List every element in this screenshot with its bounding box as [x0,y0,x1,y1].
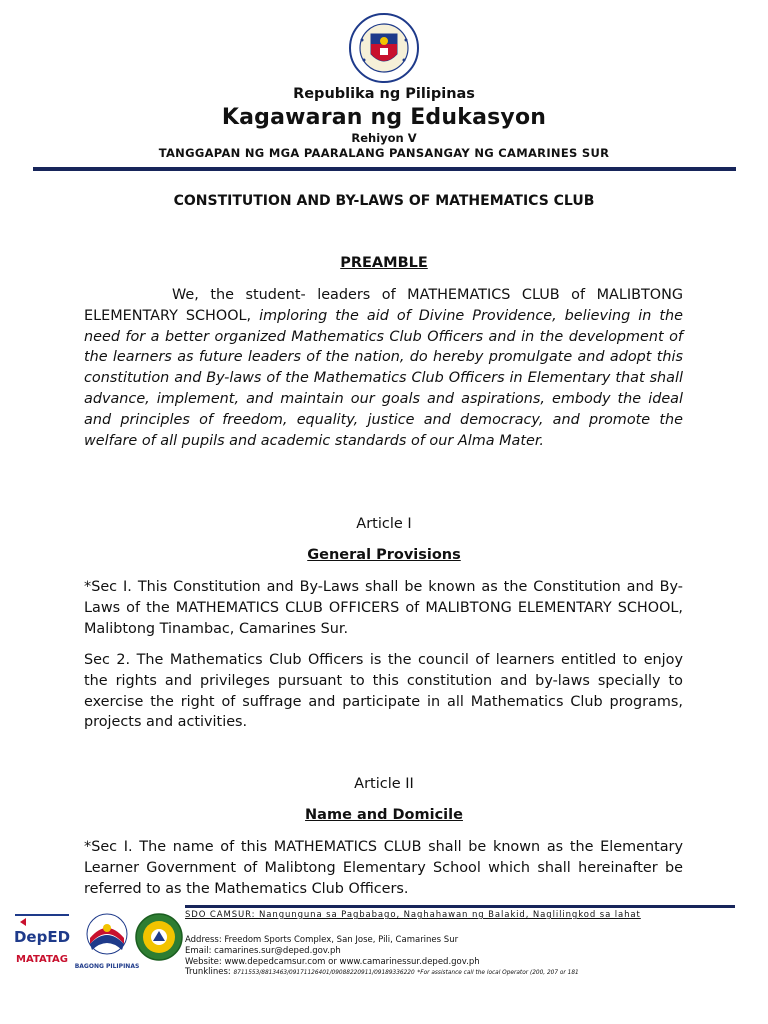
article-2-number: Article II [354,776,414,792]
article-2-section-1: *Sec I. The name of this MATHEMATICS CLUB shall be known as the Elementary Learner Government of Malibtong Elementary School which shall hereinafter be referred to as the Mathematics Club Officers. [84,839,683,897]
preamble-paragraph [84,285,683,451]
preamble-heading [0,255,768,271]
footer-website: Website: www.depedcamsur.com or www.camarinessur.deped.gov.ph [185,957,480,967]
article-1-section-2: Sec 2. The Mathematics Club Officers is the council of learners entitled to enjoy the rights and privileges pursuant to this constitution and by-laws specially to exercise the right of suffrage and participate in all Mathematics Club programs, projects and activities. [84,652,683,731]
kagawaran-heading: Kagawaran ng Edukasyon [221,105,547,130]
trunklines-label: Trunklines: [185,967,231,977]
bagong-pilipinas-logo [74,910,140,972]
footer-email: Email: camarines.sur@deped.gov.ph [185,946,341,956]
article-1-section-1: *Sec I. This Constitution and By-Laws shall be known as the Constitution and By-Laws of the MATHEMATICS CLUB OFFICERS of MALIBTONG ELEMENTARY SCHOOL, Malibtong Tinambac, Camarines Sur. [84,579,683,637]
document-title: CONSTITUTION AND BY-LAWS OF MATHEMATICS CLUB [173,193,595,209]
footer-divider [185,905,735,908]
article-1-heading-text: General Provisions [307,547,461,563]
trunklines-note: *For assistance call the local Operator (200, 207 or 181 [417,970,579,976]
bagong-pilipinas-text: BAGONG PILIPINAS [74,963,140,970]
deped-logo-text: DepED [13,928,71,946]
sdo-camsur-logo [134,911,184,967]
article-2-heading-text: Name and Domicile [305,807,463,823]
footer-address: Address: Freedom Sports Complex, San Jose, Pili, Camarines Sur [185,935,459,945]
preamble-italic-text: imploring the aid of Divine Providence, believing in the need for a better organized Mathematics Club Officers and in the development of the learners as future leaders of the nation, do hereby promulgate and adopt this constitution and By-laws of the Mathematics Club Officers in Elementary that shall advance, implement, and maintain our goals and aspirations, embody the ideal and principles of freedom, equality, justice and democracy, and promote the welfare of all pupils and academic standards of our Alma Mater. [84,307,684,449]
article-1-number: Article I [356,516,412,532]
footer-motto: SDO CAMSUR: Nangunguna sa Pagbabago, Naghahawan ng Balakid, Naglilingkod sa lahat [185,910,641,920]
article-2-heading [0,807,768,823]
footer-trunklines [185,967,705,978]
deped-seal-logo [349,10,419,86]
preamble-heading-text: PREAMBLE [340,255,428,271]
trunklines-numbers: 8711553/8813463/09171126401/09088220911/09189336220 [233,970,415,976]
article-1-heading [0,547,768,563]
deped-matatag-logo [12,912,72,972]
preamble-normal-text: We, the student- leaders of MATHEMATICS CLUB of MALIBTONG ELEMENTARY SCHOOL, [84,287,683,324]
rehiyon-heading: Rehiyon V [351,131,417,145]
tanggapan-heading: TANGGAPAN NG MGA PAARALANG PANSANGAY NG CAMARINES SUR [158,146,610,160]
header-divider [33,167,736,171]
republika-heading: Republika ng Pilipinas [293,86,475,102]
matatag-logo-text: MATATAG [16,954,68,965]
